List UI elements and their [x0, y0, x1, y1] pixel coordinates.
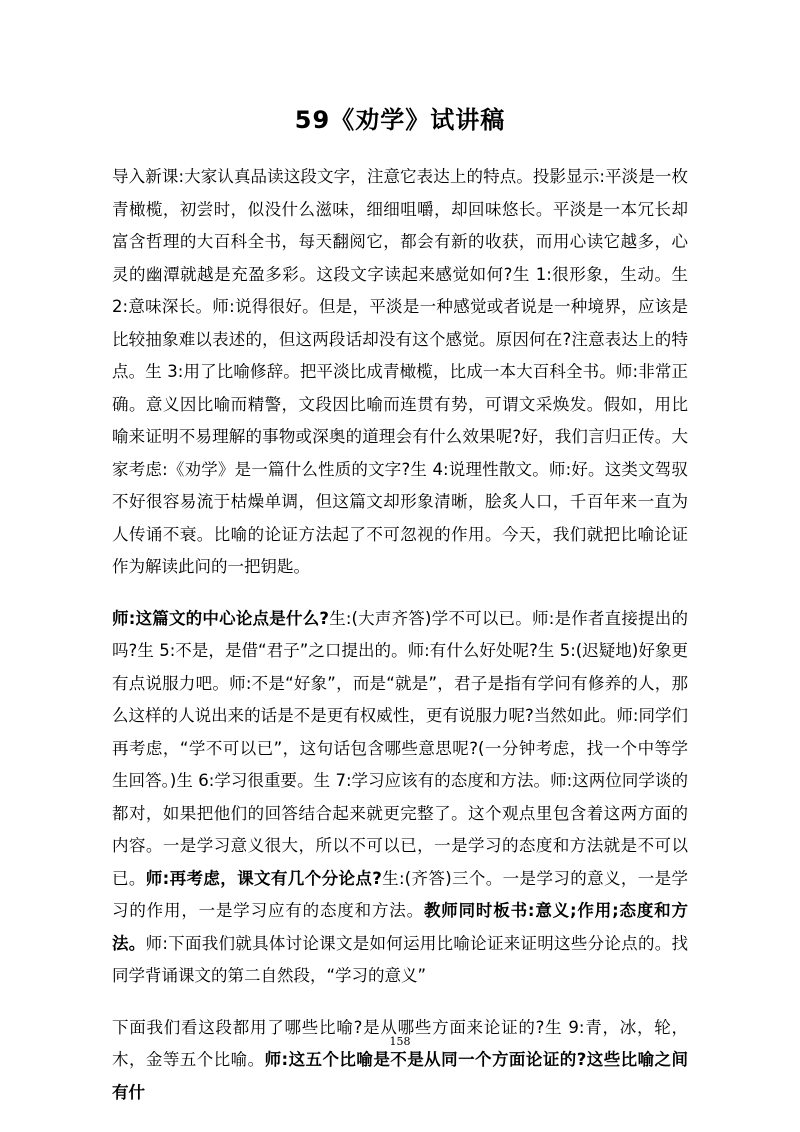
text-run: 生:(齐答)三个。一是学习的意义，一是学习的作用，一是学习应有的态度和方法。	[112, 868, 688, 920]
page-title: 59《劝学》试讲稿	[294, 106, 506, 134]
text-run: 生:(大声齐答)学不可以已。师:是作者直接提出的吗?生 5:不是，是借“君子”之口提出的。师:有什么好处呢?生 5:(迟疑地)好象更有点说服力吧。师:不是“好象”，而是“就是”，君子是指有学问有修养的人，那么这样的人说出来的话是不是更有权威性，更有说服力呢?当然如此。师:同学们再考虑，“学不可以已”，这句话包含哪些意思呢?(一分钟考虑，找一个中等学生回答。)生 6:学习很重要。生 7:学习应该有的态度和方法。师:这两位同学谈的都对，如果把他们的回答结合起来就更完整了。这个观点里包含着这两方面的内容。一是学习意义很大，所以不可以已，一是学习的态度和方法就是不可以已。	[112, 608, 688, 888]
text-run: 下面我们看这段都用了哪些比喻?是从哪些方面来论证的?生 9:青，冰，轮，木，金等五个比喻。	[112, 1017, 688, 1069]
paragraph-metaphors	[112, 1012, 688, 1110]
paragraph-introduction	[112, 161, 688, 584]
text-run-bold: 教师同时板书:意义;作用;态度和方法。	[112, 901, 689, 953]
text-run-bold: 师:这篇文的中心论点是什么?	[112, 608, 329, 628]
document-body[interactable]	[112, 161, 689, 1102]
page-number: 158	[389, 1035, 411, 1048]
text-run-bold: 师:这五个比喻是不是从同一个方面论证的?这些比喻之间有什	[112, 1050, 689, 1102]
paragraph-central-argument	[112, 603, 688, 993]
text-run: 师:下面我们就具体讨论课文是如何运用比喻论证来证明这些分论点的。找同学背诵课文的第二自然段，“学习的意义”	[112, 933, 689, 985]
text-run: 导入新课:大家认真品读这段文字，注意它表达上的特点。投影显示:平淡是一枚青橄榄，初尝时，似没什么滋味，细细咀嚼，却回味悠长。平淡是一本冗长却富含哲理的大百科全书，每天翻阅它，都会有新的收获，而用心读它越多，心灵的幽潭就越是充盈多彩。这段文字读起来感觉如何?生 1:很形象，生动。生 2:意味深长。师:说得很好。但是，平淡是一种感觉或者说是一种境界，应该是比较抽象难以表述的，但这两段话却没有这个感觉。原因何在?注意表达上的特点。生 3:用了比喻修辞。把平淡比成青橄榄，比成一本大百科全书。师:非常正确。意义因比喻而精警，文段因比喻而连贯有势，可谓文采焕发。假如，用比喻来证明不易理解的事物或深奥的道理会有什么效果呢?好，我们言归正传。大家考虑:《劝学》是一篇什么性质的文字?生 4:说理性散文。师:好。这类文驾驭不好很容易流于枯燥单调，但这篇文却形象清晰，脍炙人口，千百年来一直为人传诵不衰。比喻的论证方法起了不可忽视的作用。今天，我们就把比喻论证作为解读此问的一把钥匙。	[112, 167, 688, 576]
text-run-bold: 师:再考虑，课文有几个分论点?	[145, 868, 382, 888]
